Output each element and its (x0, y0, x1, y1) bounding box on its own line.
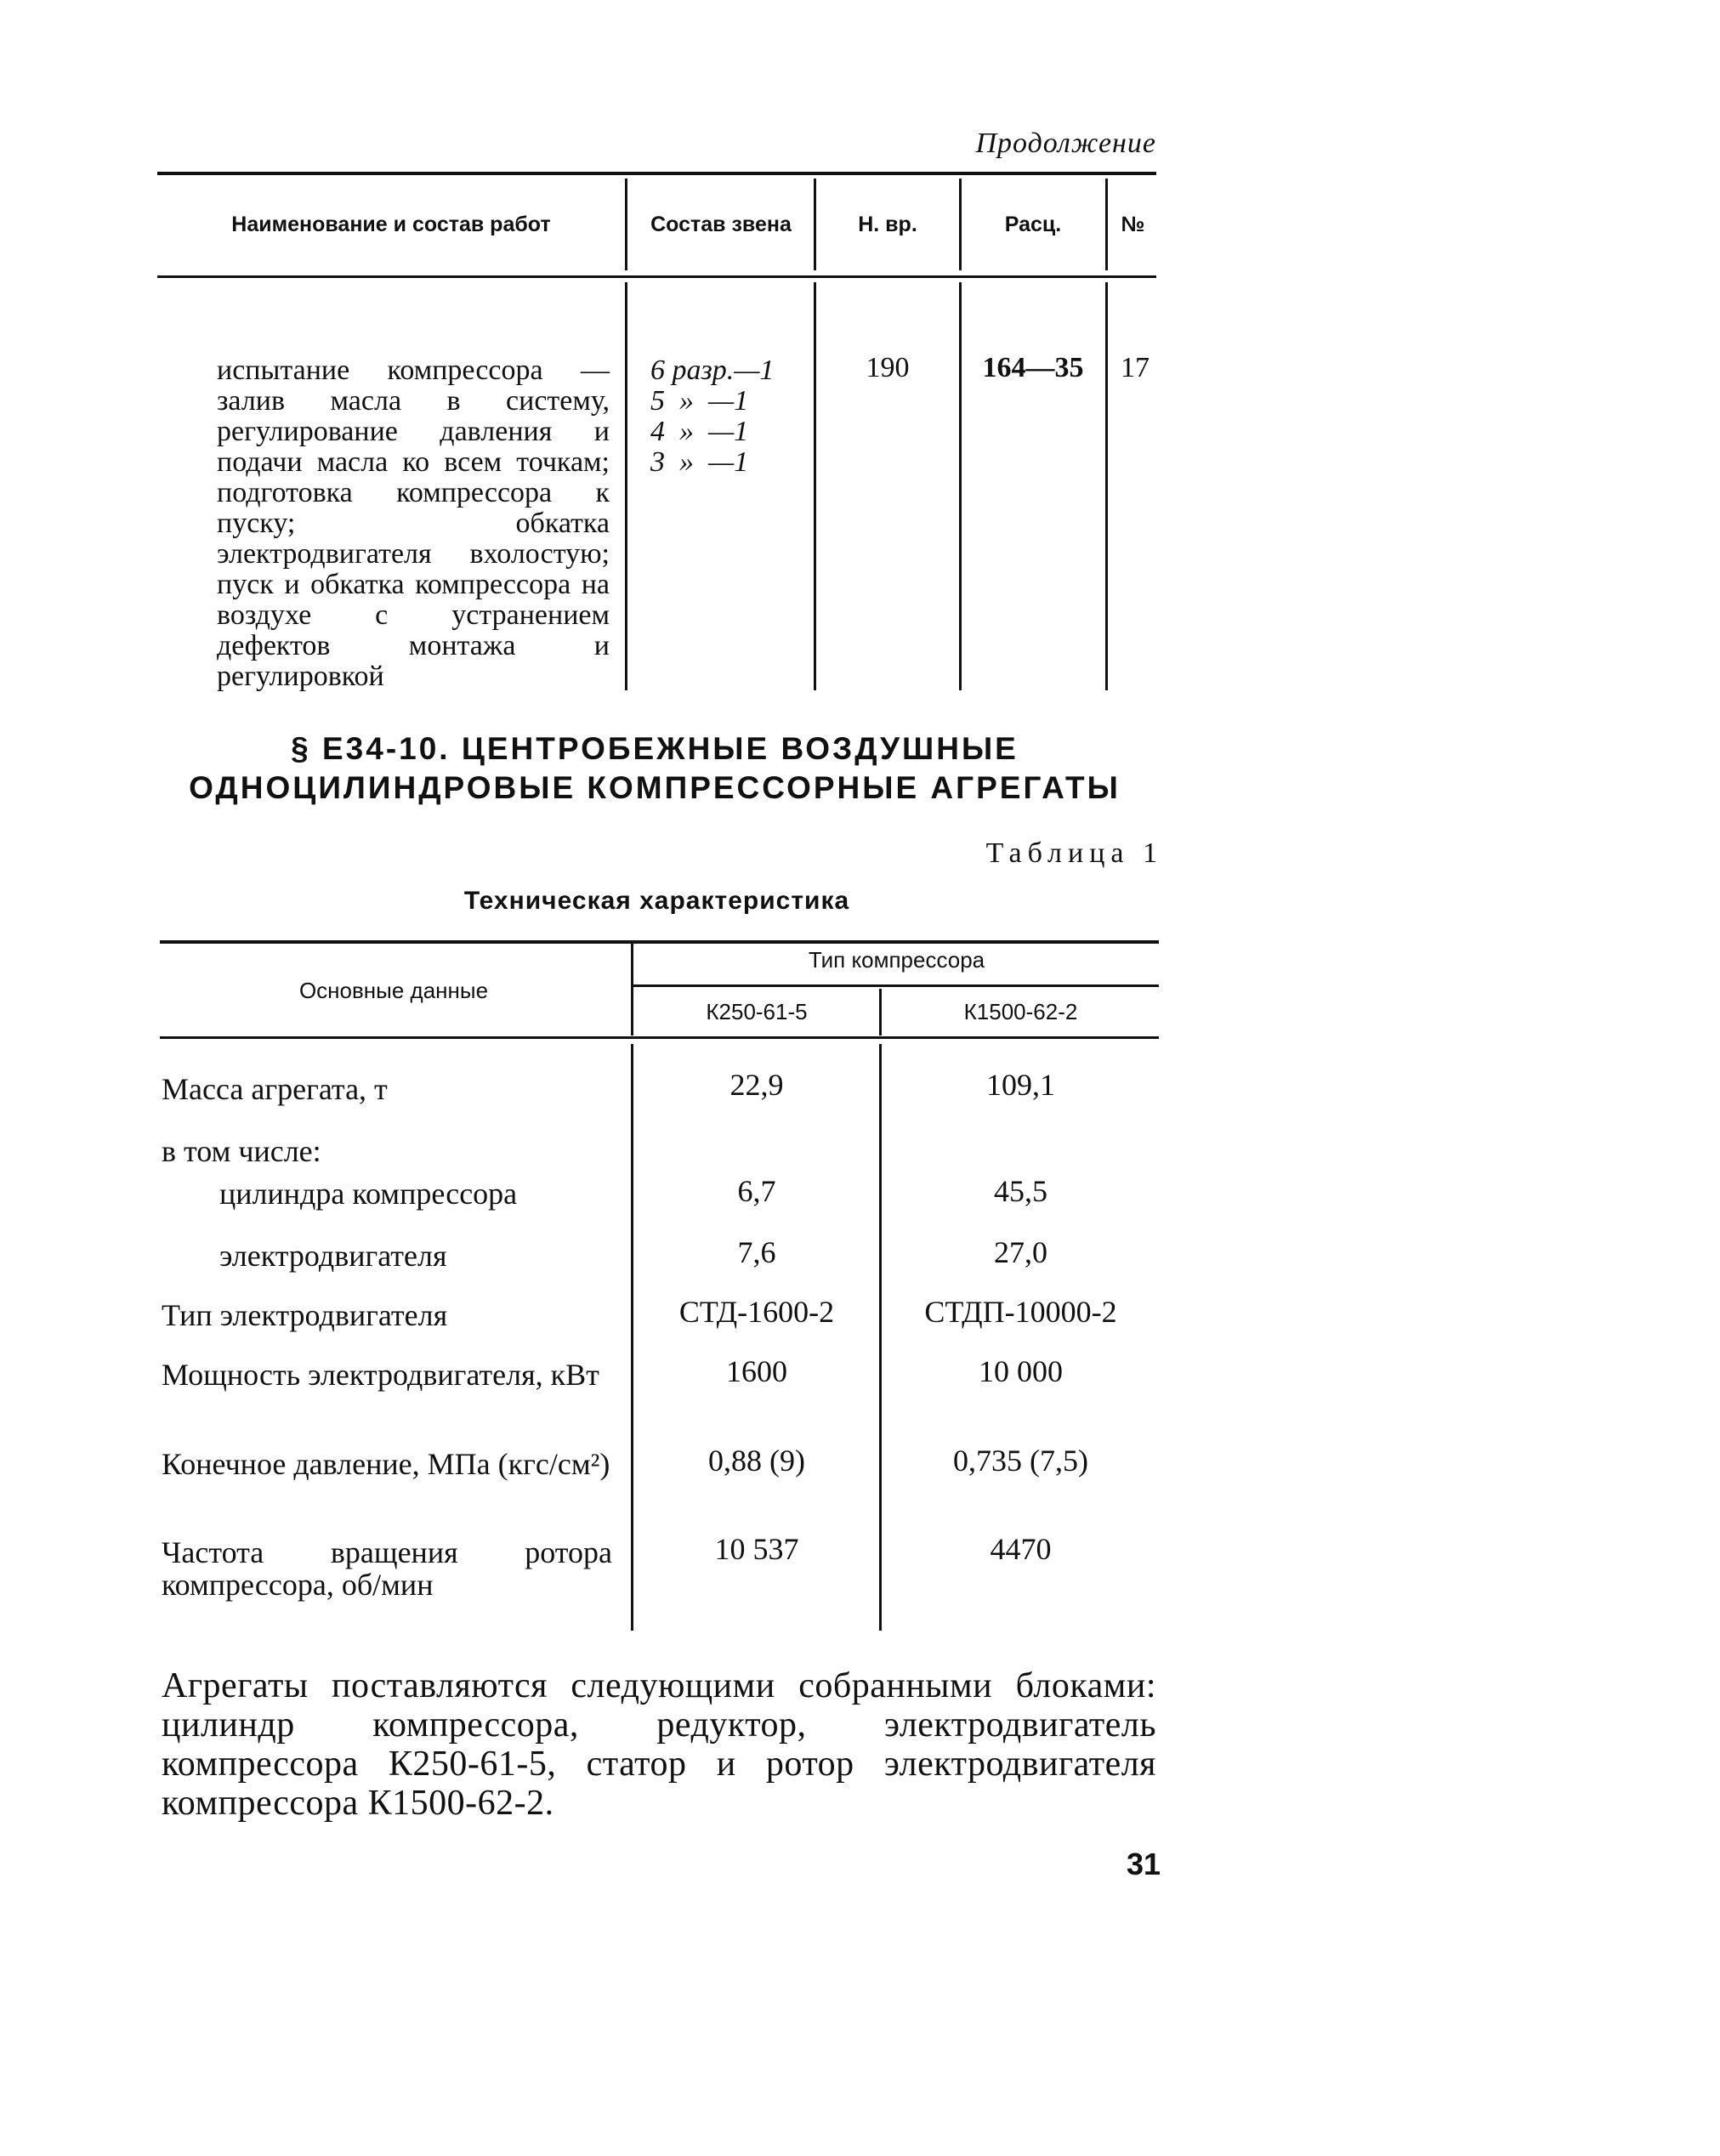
spec-row-label: электродвигателя (219, 1239, 447, 1273)
divider (879, 989, 882, 1035)
spec-top-rule (160, 940, 1159, 944)
header-no: № (1121, 213, 1145, 236)
section-heading (136, 729, 1173, 808)
spec-row-label: в том числе: (162, 1134, 321, 1168)
continuation-label: Продолжение (975, 128, 1156, 159)
spec-header-col-a: К250-61-5 (706, 999, 808, 1024)
spec-row-label: Тип электродвигателя (162, 1298, 448, 1332)
spec-row-value-b: 27,0 (994, 1235, 1047, 1269)
spec-header-group: Тип компрессора (808, 947, 985, 973)
section-heading-line2: ОДНОЦИЛИНДРОВЫЕ КОМПРЕССОРНЫЕ АГРЕГАТЫ (189, 770, 1121, 805)
header-crew: Состав звена (650, 213, 792, 236)
spec-row-value-a: 22,9 (729, 1068, 784, 1102)
crew-line: 5 » —1 (650, 385, 749, 417)
spec-group-rule (633, 984, 1159, 987)
spec-row-value-a: 6,7 (737, 1174, 776, 1208)
rate-value: 164—35 (982, 352, 1084, 383)
work-table-top-rule (157, 172, 1156, 175)
divider (814, 179, 816, 270)
work-table-header-rule (157, 275, 1156, 278)
spec-header-col-b: К1500-62-2 (963, 999, 1078, 1024)
spec-row-value-a: 7,6 (737, 1235, 776, 1269)
work-description: испытание компрессора — залив масла в систему, регулирование давления и подачи масла ко всем точкам; подготовка компрессора к пуску; обкатка электродвигателя вхолостую; пуск и обкатка компрессора на воздухе с устранением дефектов монтажа и регулировкой (217, 355, 610, 692)
crew-list (650, 355, 808, 478)
spec-row-value-a: 1600 (726, 1354, 787, 1388)
table-label: Таблица 1 (985, 837, 1163, 869)
divider (879, 1044, 882, 1631)
spec-header-rule (160, 1036, 1159, 1039)
divider (1105, 282, 1108, 690)
header-rate: Расц. (1004, 213, 1062, 236)
spec-row-label: цилиндра компрессора (219, 1177, 518, 1211)
spec-row-label: Конечное давление, МПа (кгс/см²) (162, 1447, 610, 1481)
header-norm: Н. вр. (858, 213, 917, 236)
header-name: Наименование и состав работ (231, 213, 551, 236)
spec-row-value-b: 109,1 (986, 1068, 1055, 1102)
table-title: Техническая характеристика (463, 887, 850, 915)
page-number: 31 (1126, 1847, 1161, 1881)
norm-value: 190 (866, 352, 910, 383)
spec-row-value-b: 10 000 (979, 1354, 1063, 1388)
spec-row-value-b: 0,735 (7,5) (953, 1444, 1088, 1478)
divider (631, 944, 633, 1035)
spec-row-value-a: 0,88 (9) (708, 1444, 805, 1478)
section-heading-line1: § Е34-10. ЦЕНТРОБЕЖНЫЕ ВОЗДУШНЫЕ (291, 731, 1019, 766)
divider (959, 282, 962, 690)
divider (631, 1044, 633, 1631)
body-paragraph: Агрегаты поставляются следующими собранными блоками: цилиндр компрессора, редуктор, электродвигатель компрессора К250-61-5, статор и ротор электродвигателя компрессора К1500-62-2. (162, 1666, 1156, 1823)
spec-row-value-b: СТДП-10000-2 (924, 1295, 1117, 1329)
spec-row-value-b: 4470 (990, 1532, 1052, 1566)
crew-line: 3 » —1 (650, 446, 749, 478)
divider (625, 282, 627, 690)
spec-header-main: Основные данные (298, 978, 489, 1003)
divider (625, 179, 627, 270)
spec-row-value-a: 10 537 (714, 1532, 799, 1566)
spec-row-label: Частота вращения ротора компрессора, об/мин (162, 1535, 612, 1602)
divider (814, 282, 816, 690)
divider (1105, 179, 1108, 270)
spec-row-label: Масса агрегата, т (162, 1072, 388, 1106)
crew-line: 4 » —1 (650, 416, 749, 447)
crew-line: 6 разр.—1 (650, 355, 775, 386)
spec-row-value-b: 45,5 (994, 1174, 1047, 1208)
spec-row-label: Мощность электродвигателя, кВт (162, 1358, 599, 1392)
divider (959, 179, 962, 270)
row-number: 17 (1121, 352, 1150, 383)
spec-row-value-a: СТД-1600-2 (678, 1295, 835, 1329)
